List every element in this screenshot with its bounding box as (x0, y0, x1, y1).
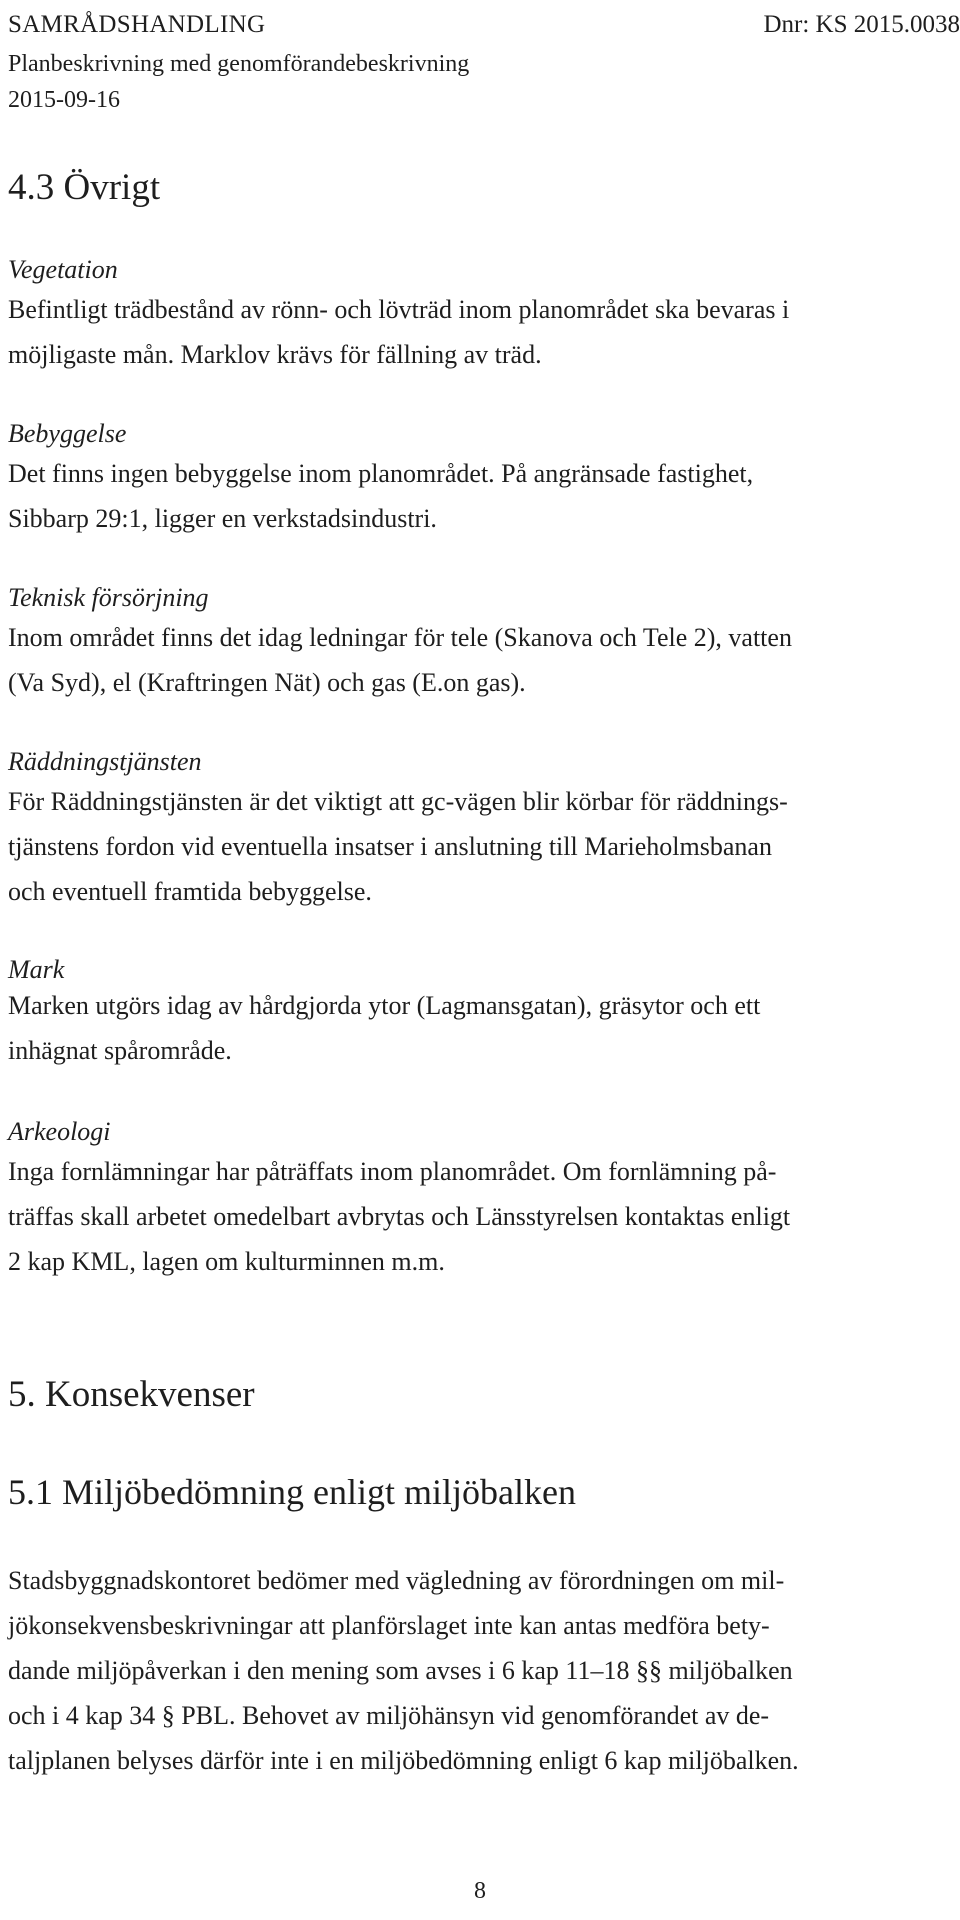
text-line: Inom området finns det idag ledningar för tele (Skanova och Tele 2), vatten (8, 623, 792, 652)
text-line: Sibbarp 29:1, ligger en verkstadsindustri. (8, 504, 437, 533)
page-header (8, 6, 960, 116)
text-line: dande miljöpåverkan i den mening som avses i 6 kap 11–18 §§ miljöbalken (8, 1656, 793, 1685)
paragraph-vegetation (8, 287, 960, 377)
paragraph-arkeologi (8, 1149, 960, 1284)
text-line: Det finns ingen bebyggelse inom planområdet. På angränsade fastighet, (8, 459, 754, 488)
text-line: tjänstens fordon vid eventuella insatser i anslutning till Marieholmsbanan (8, 832, 772, 861)
text-line: Inga fornlämningar har påträffats inom planområdet. Om fornlämning på- (8, 1157, 777, 1186)
document-date: 2015-09-16 (8, 87, 120, 113)
text-line: jökonsekvensbeskrivningar att planförslaget inte kan antas medföra bety- (8, 1611, 770, 1640)
page-number: 8 (474, 1878, 486, 1904)
paragraph-mark (8, 983, 960, 1073)
text-line: Marken utgörs idag av hårdgjorda ytor (Lagmansgatan), gräsytor och ett (8, 991, 761, 1020)
subheading-arkeologi: Arkeologi (8, 1117, 111, 1146)
text-line: (Va Syd), el (Kraftringen Nät) och gas (E.on gas). (8, 668, 526, 697)
paragraph-teknisk-forsorjning (8, 615, 960, 705)
section-heading-5: 5. Konsekvenser (8, 1374, 255, 1415)
paragraph-bebyggelse (8, 451, 960, 541)
text-line: För Räddningstjänsten är det viktigt att gc-vägen blir körbar för räddnings- (8, 787, 788, 816)
text-line: träffas skall arbetet omedelbart avbrytas och Länsstyrelsen kontaktas enligt (8, 1202, 791, 1231)
text-line: taljplanen belyses därför inte i en miljöbedömning enligt 6 kap miljöbalken. (8, 1746, 799, 1775)
text-line: Stadsbyggnadskontoret bedömer med vägledning av förordningen om mil- (8, 1566, 785, 1595)
subheading-bebyggelse: Bebyggelse (8, 419, 127, 448)
section-heading-5-1: 5.1 Miljöbedömning enligt miljöbalken (8, 1472, 576, 1512)
subheading-vegetation: Vegetation (8, 255, 118, 284)
subheading-mark: Mark (8, 955, 65, 984)
text-line: möjligaste mån. Marklov krävs för fällning av träd. (8, 340, 542, 369)
document-type: Planbeskrivning med genomförandebeskrivning (8, 51, 470, 77)
text-line: 2 kap KML, lagen om kulturminnen m.m. (8, 1247, 445, 1276)
subheading-teknisk-forsorjning: Teknisk försörjning (8, 583, 209, 612)
text-line: och eventuell framtida bebyggelse. (8, 877, 372, 906)
section-heading-4-3: 4.3 Övrigt (8, 167, 161, 208)
document-reference-number: Dnr: KS 2015.0038 (763, 11, 960, 38)
subheading-raddningstjansten: Räddningstjänsten (8, 747, 202, 776)
paragraph-miljobedomning (8, 1558, 960, 1783)
text-line: inhägnat spårområde. (8, 1036, 232, 1065)
paragraph-raddningstjansten (8, 779, 960, 914)
text-line: Befintligt trädbestånd av rönn- och lövträd inom planområdet ska bevaras i (8, 295, 790, 324)
document-status: SAMRÅDSHANDLING (8, 11, 266, 38)
text-line: och i 4 kap 34 § PBL. Behovet av miljöhänsyn vid genomförandet av de- (8, 1701, 770, 1730)
